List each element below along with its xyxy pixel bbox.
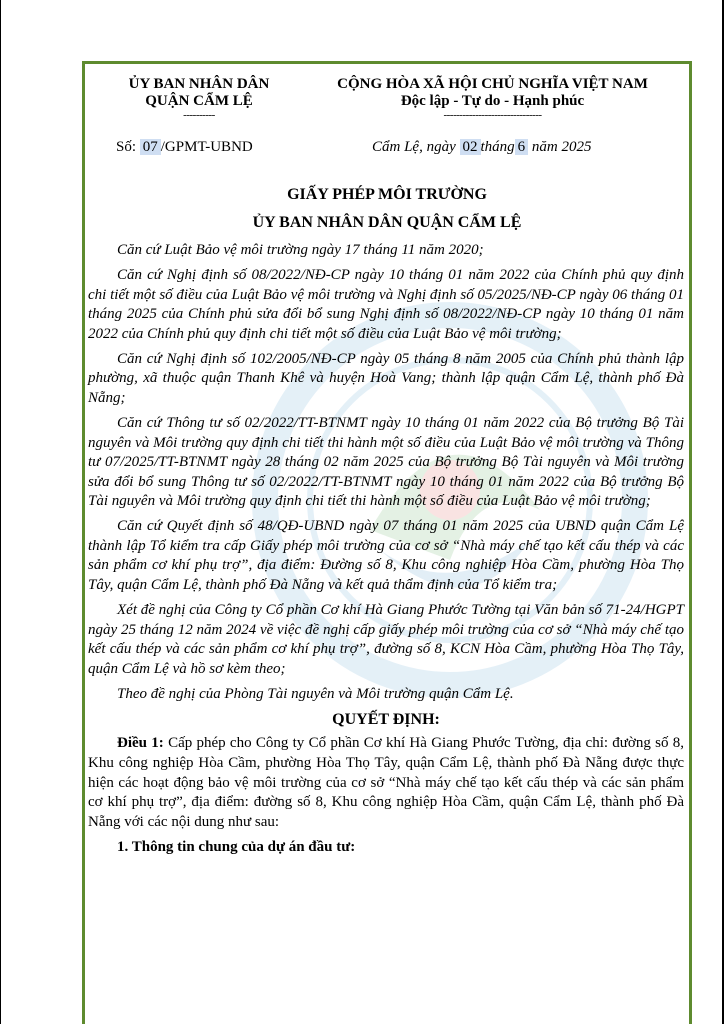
article-1-label: Điều 1: <box>117 735 164 752</box>
preamble-paragraph: Căn cứ Thông tư số 02/2022/TT-BTNMT ngày 10 tháng 01 năm 2022 của Bộ trưởng Bộ Tài nguyên và Môi trường quy định chi tiết thi hành một số điều của Luật Bảo vệ môi trường và Thông tư 07/2025/TT-BTNMT ngày 28 tháng 02 năm 2025 của Bộ trưởng Bộ Tài nguyên và Môi trường sửa đổi bổ sung Thông tư số 02/2022/TT-BTNMT ngày 10 tháng 01 năm 2022 của Bộ trưởng Bộ Tài nguyên và Môi trường quy định chi tiết thi hành một số điều của Luật Bảo vệ môi trường; <box>88 414 684 510</box>
article-1 <box>88 734 684 832</box>
section-1-heading: 1. Thông tin chung của dự án đầu tư: <box>117 838 356 855</box>
preamble-paragraph: Căn cứ Quyết định số 48/QĐ-UBND ngày 07 tháng 01 năm 2025 của UBND quận Cẩm Lệ thành lập Tổ kiểm tra cấp Giấy phép môi trường của cơ sở “Nhà máy chế tạo kết cấu thép và các sản phẩm cơ khí phụ trợ”, địa điểm: Đường số 8, Khu công nghiệp Hòa Cầm, phường Hòa Thọ Tây, quận Cẩm Lệ, thành phố Đà Nẵng và kết quả thẩm định của Tổ kiểm tra; <box>88 518 684 594</box>
doc-no-suffix: /GPMT-UBND <box>160 139 253 155</box>
article-1-text: Cấp phép cho Công ty Cổ phần Cơ khí Hà Giang Phước Tường, địa chỉ: đường số 8, Khu công nghiệp Hòa Cầm, phường Hòa Thọ Tây, quận Cẩm Lệ, thành phố Đà Nẵng được thực hiện các hoạt động bảo vệ môi trường của cơ sở “Nhà máy chế tạo kết cấu thép và các sản phẩm cơ khí phụ trợ”, địa điểm: đường số 8, Khu công nghiệp Hòa Cầm, quận Cẩm Lệ, thành phố Đà Nẵng với các nội dung như sau: <box>88 735 685 830</box>
preamble-paragraph: Theo đề nghị của Phòng Tài nguyên và Môi trường quận Cẩm Lệ. <box>117 685 514 702</box>
preamble-paragraph: Xét đề nghị của Công ty Cổ phần Cơ khí Hà Giang Phước Tường tại Văn bản số 71-24/HGPT ngày 25 tháng 12 năm 2024 về việc đề nghị cấp giấy phép môi trường của cơ sở “Nhà máy chế tạo kết cấu thép và các sản phẩm cơ khí phụ trợ”, đường số 8, KCN Hòa Cầm, phường Hòa Thọ Tây, quận Cẩm Lệ và hồ sơ kèm theo; <box>88 602 684 677</box>
viewer-left-edge <box>0 0 1 1024</box>
doc-no-field: 07 <box>140 139 161 155</box>
agency-line-2: QUẬN CẨM LỆ <box>145 93 253 109</box>
document-body <box>88 241 684 863</box>
document-title: GIẤY PHÉP MÔI TRƯỜNG <box>287 186 487 203</box>
nation-divider: ------------------------------- <box>443 109 542 121</box>
date-day-field: 02 <box>460 139 481 155</box>
document-number <box>116 139 253 156</box>
agency-line-1: ỦY BAN NHÂN DÂN <box>128 76 270 92</box>
issue-date <box>372 139 592 156</box>
national-motto-block <box>315 76 670 120</box>
date-place: Cẩm Lệ, ngày <box>372 139 456 155</box>
doc-no-prefix: Số: <box>116 139 137 155</box>
date-month-field: 6 <box>515 139 529 155</box>
decision-heading: QUYẾT ĐỊNH: <box>332 710 440 728</box>
preamble-paragraph: Căn cứ Luật Bảo vệ môi trường ngày 17 tháng 11 năm 2020; <box>117 242 484 258</box>
nation-line-2: Độc lập - Tự do - Hạnh phúc <box>400 93 585 109</box>
date-year: năm 2025 <box>531 139 592 155</box>
date-month-label: tháng <box>480 139 515 155</box>
preamble-paragraph: Căn cứ Nghị định số 102/2005/NĐ-CP ngày 05 tháng 8 năm 2005 của Chính phủ thành lập phường, xã thuộc quận Thanh Khê và huyện Hoà Vang; thành lập quận Cẩm Lệ, thành phố Đà Nẵng; <box>88 350 684 406</box>
document-subtitle: ỦY BAN NHÂN DÂN QUẬN CẨM LỆ <box>252 214 522 231</box>
nation-line-1: CỘNG HÒA XÃ HỘI CHỦ NGHĨA VIỆT NAM <box>337 76 648 92</box>
preamble-paragraph: Căn cứ Nghị định số 08/2022/NĐ-CP ngày 10 tháng 01 năm 2022 của Chính phủ quy định chi tiết một số điều của Luật Bảo vệ môi trường và Nghị định số 05/2025/NĐ-CP ngày 06 tháng 01 tháng 2025 của Chính phủ sửa đổi bổ sung Nghị định số 08/2022/NĐ-CP ngày 10 tháng 01 năm 2022 của Chính phủ quy định chi tiết một số điều của Luật Bảo vệ môi trường; <box>88 266 684 342</box>
issuing-agency-block <box>103 76 295 120</box>
agency-divider: ---------- <box>183 109 215 121</box>
